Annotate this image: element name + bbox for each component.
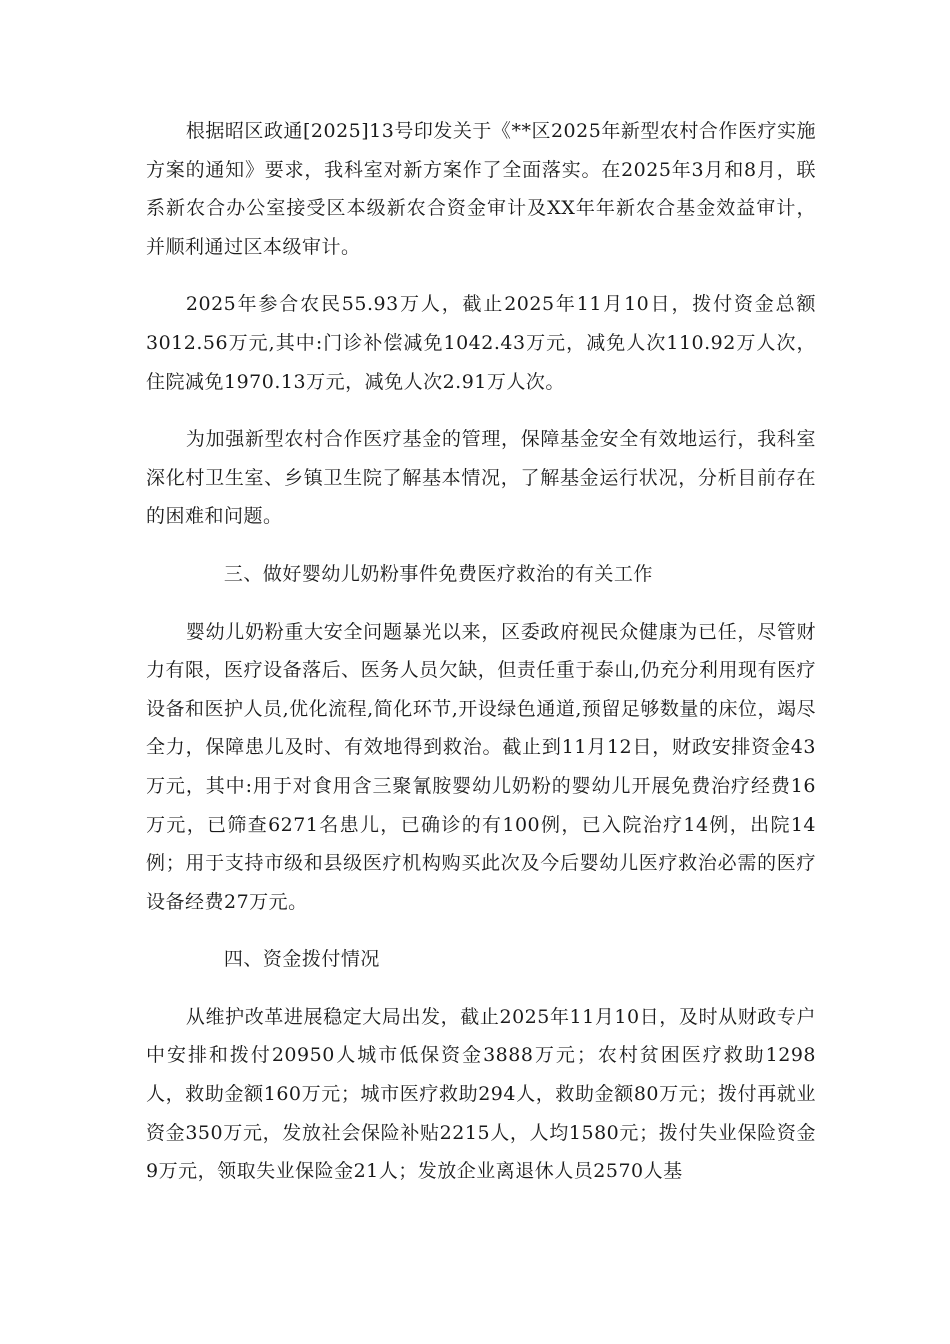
paragraph: 根据昭区政通[2025]13号印发关于《**区2025年新型农村合作医疗实施方案的通知》要求，我科室对新方案作了全面落实。在2025年3月和8月，联系新农合办公室接受区本级新农合资金审计及XX年年新农合基金效益审计，并顺利通过区本级审计。 [146,120,816,258]
paragraph: 婴幼儿奶粉重大安全问题暴光以来，区委政府视民众健康为已任，尽管财力有限，医疗设备落后、医务人员欠缺，但责任重于泰山,仍充分利用现有医疗设备和医护人员,优化流程,简化环节,开设绿色通道,预留足够数量的床位，竭尽全力，保障患儿及时、有效地得到救治。截止到11月12日，财政安排资金43万元，其中:用于对食用含三聚氰胺婴幼儿奶粉的婴幼儿开展免费治疗经费16万元，已筛查6271名患儿，已确诊的有100例，已入院治疗14例，出院14例；用于支持市级和县级医疗机构购买此次及今后婴幼儿医疗救治必需的医疗设备经费27万元。 [146,620,816,913]
paragraph: 2025年参合农民55.93万人，截止2025年11月10日，拨付资金总额3012.56万元,其中:门诊补偿减免1042.43万元，减免人次110.92万人次，住院减免1970.13万元，减免人次2.91万人次。 [146,293,816,393]
paragraph: 从维护改革进展稳定大局出发，截止2025年11月10日，及时从财政专户中安排和拨付20950人城市低保资金3888万元；农村贫困医疗救助1298人，救助金额160万元；城市医疗救助294人，救助金额80万元；拨付再就业资金350万元，发放社会保险补贴2215人，人均1580元；拨付失业保险资金9万元，领取失业保险金21人；发放企业离退休人员2570人基 [146,1005,816,1183]
section-heading: 四、资金拨付情况 [223,948,380,971]
paragraph: 为加强新型农村合作医疗基金的管理，保障基金安全有效地运行，我科室深化村卫生室、乡镇卫生院了解基本情况，了解基金运行状况，分析目前存在的困难和问题。 [146,428,816,528]
document-body [146,112,816,1210]
section-heading: 三、做好婴幼儿奶粉事件免费医疗救治的有关工作 [223,562,653,585]
